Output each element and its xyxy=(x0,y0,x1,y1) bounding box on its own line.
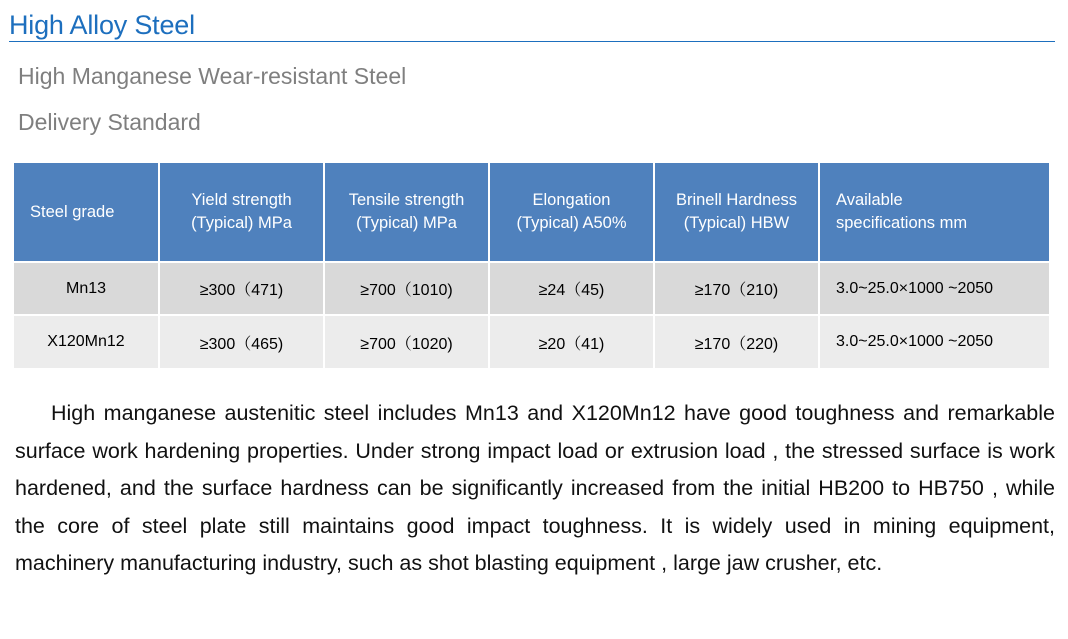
description-paragraph: High manganese austenitic steel includes Mn13 and X120Mn12 have good toughness and remarkable surface work hardening properties. Under strong impact load or extrusion load , the stressed surface is work hardened, and the surface hardness can be significantly increased from the initial HB200 to HB750 , while the core of steel plate still maintains good impact toughness. It is widely used in mining equipment, machinery manufacturing industry, such as shot blasting equipment , large jaw crusher, etc. xyxy=(15,401,1055,576)
header-tensile-strength: Tensile strength (Typical) MPa xyxy=(324,163,489,262)
cell-tensile-strength: ≥700（1010) xyxy=(324,262,489,315)
cell-specifications: 3.0~25.0×1000 ~2050 xyxy=(819,315,1049,368)
page-title: High Alloy Steel xyxy=(9,10,195,40)
cell-brinell-hardness: ≥170（220) xyxy=(654,315,819,368)
table-row xyxy=(14,315,1049,368)
title-divider xyxy=(9,41,1055,42)
cell-elongation: ≥20（41) xyxy=(489,315,654,368)
cell-yield-strength: ≥300（471) xyxy=(159,262,324,315)
table-header-row xyxy=(14,163,1049,262)
table-row xyxy=(14,262,1049,315)
delivery-standard-table xyxy=(14,163,1049,368)
cell-tensile-strength: ≥700（1020) xyxy=(324,315,489,368)
header-yield-strength: Yield strength (Typical) MPa xyxy=(159,163,324,262)
product-subtitle: High Manganese Wear-resistant Steel xyxy=(18,63,407,89)
cell-steel-grade: Mn13 xyxy=(14,262,159,315)
header-elongation: Elongation (Typical) A50% xyxy=(489,163,654,262)
header-specifications: Available specifications mm xyxy=(819,163,1049,262)
cell-brinell-hardness: ≥170（210) xyxy=(654,262,819,315)
cell-specifications: 3.0~25.0×1000 ~2050 xyxy=(819,262,1049,315)
cell-yield-strength: ≥300（465) xyxy=(159,315,324,368)
section-heading: Delivery Standard xyxy=(18,109,201,135)
cell-steel-grade: X120Mn12 xyxy=(14,315,159,368)
cell-elongation: ≥24（45) xyxy=(489,262,654,315)
header-steel-grade: Steel grade xyxy=(14,163,159,262)
header-brinell-hardness: Brinell Hardness (Typical) HBW xyxy=(654,163,819,262)
